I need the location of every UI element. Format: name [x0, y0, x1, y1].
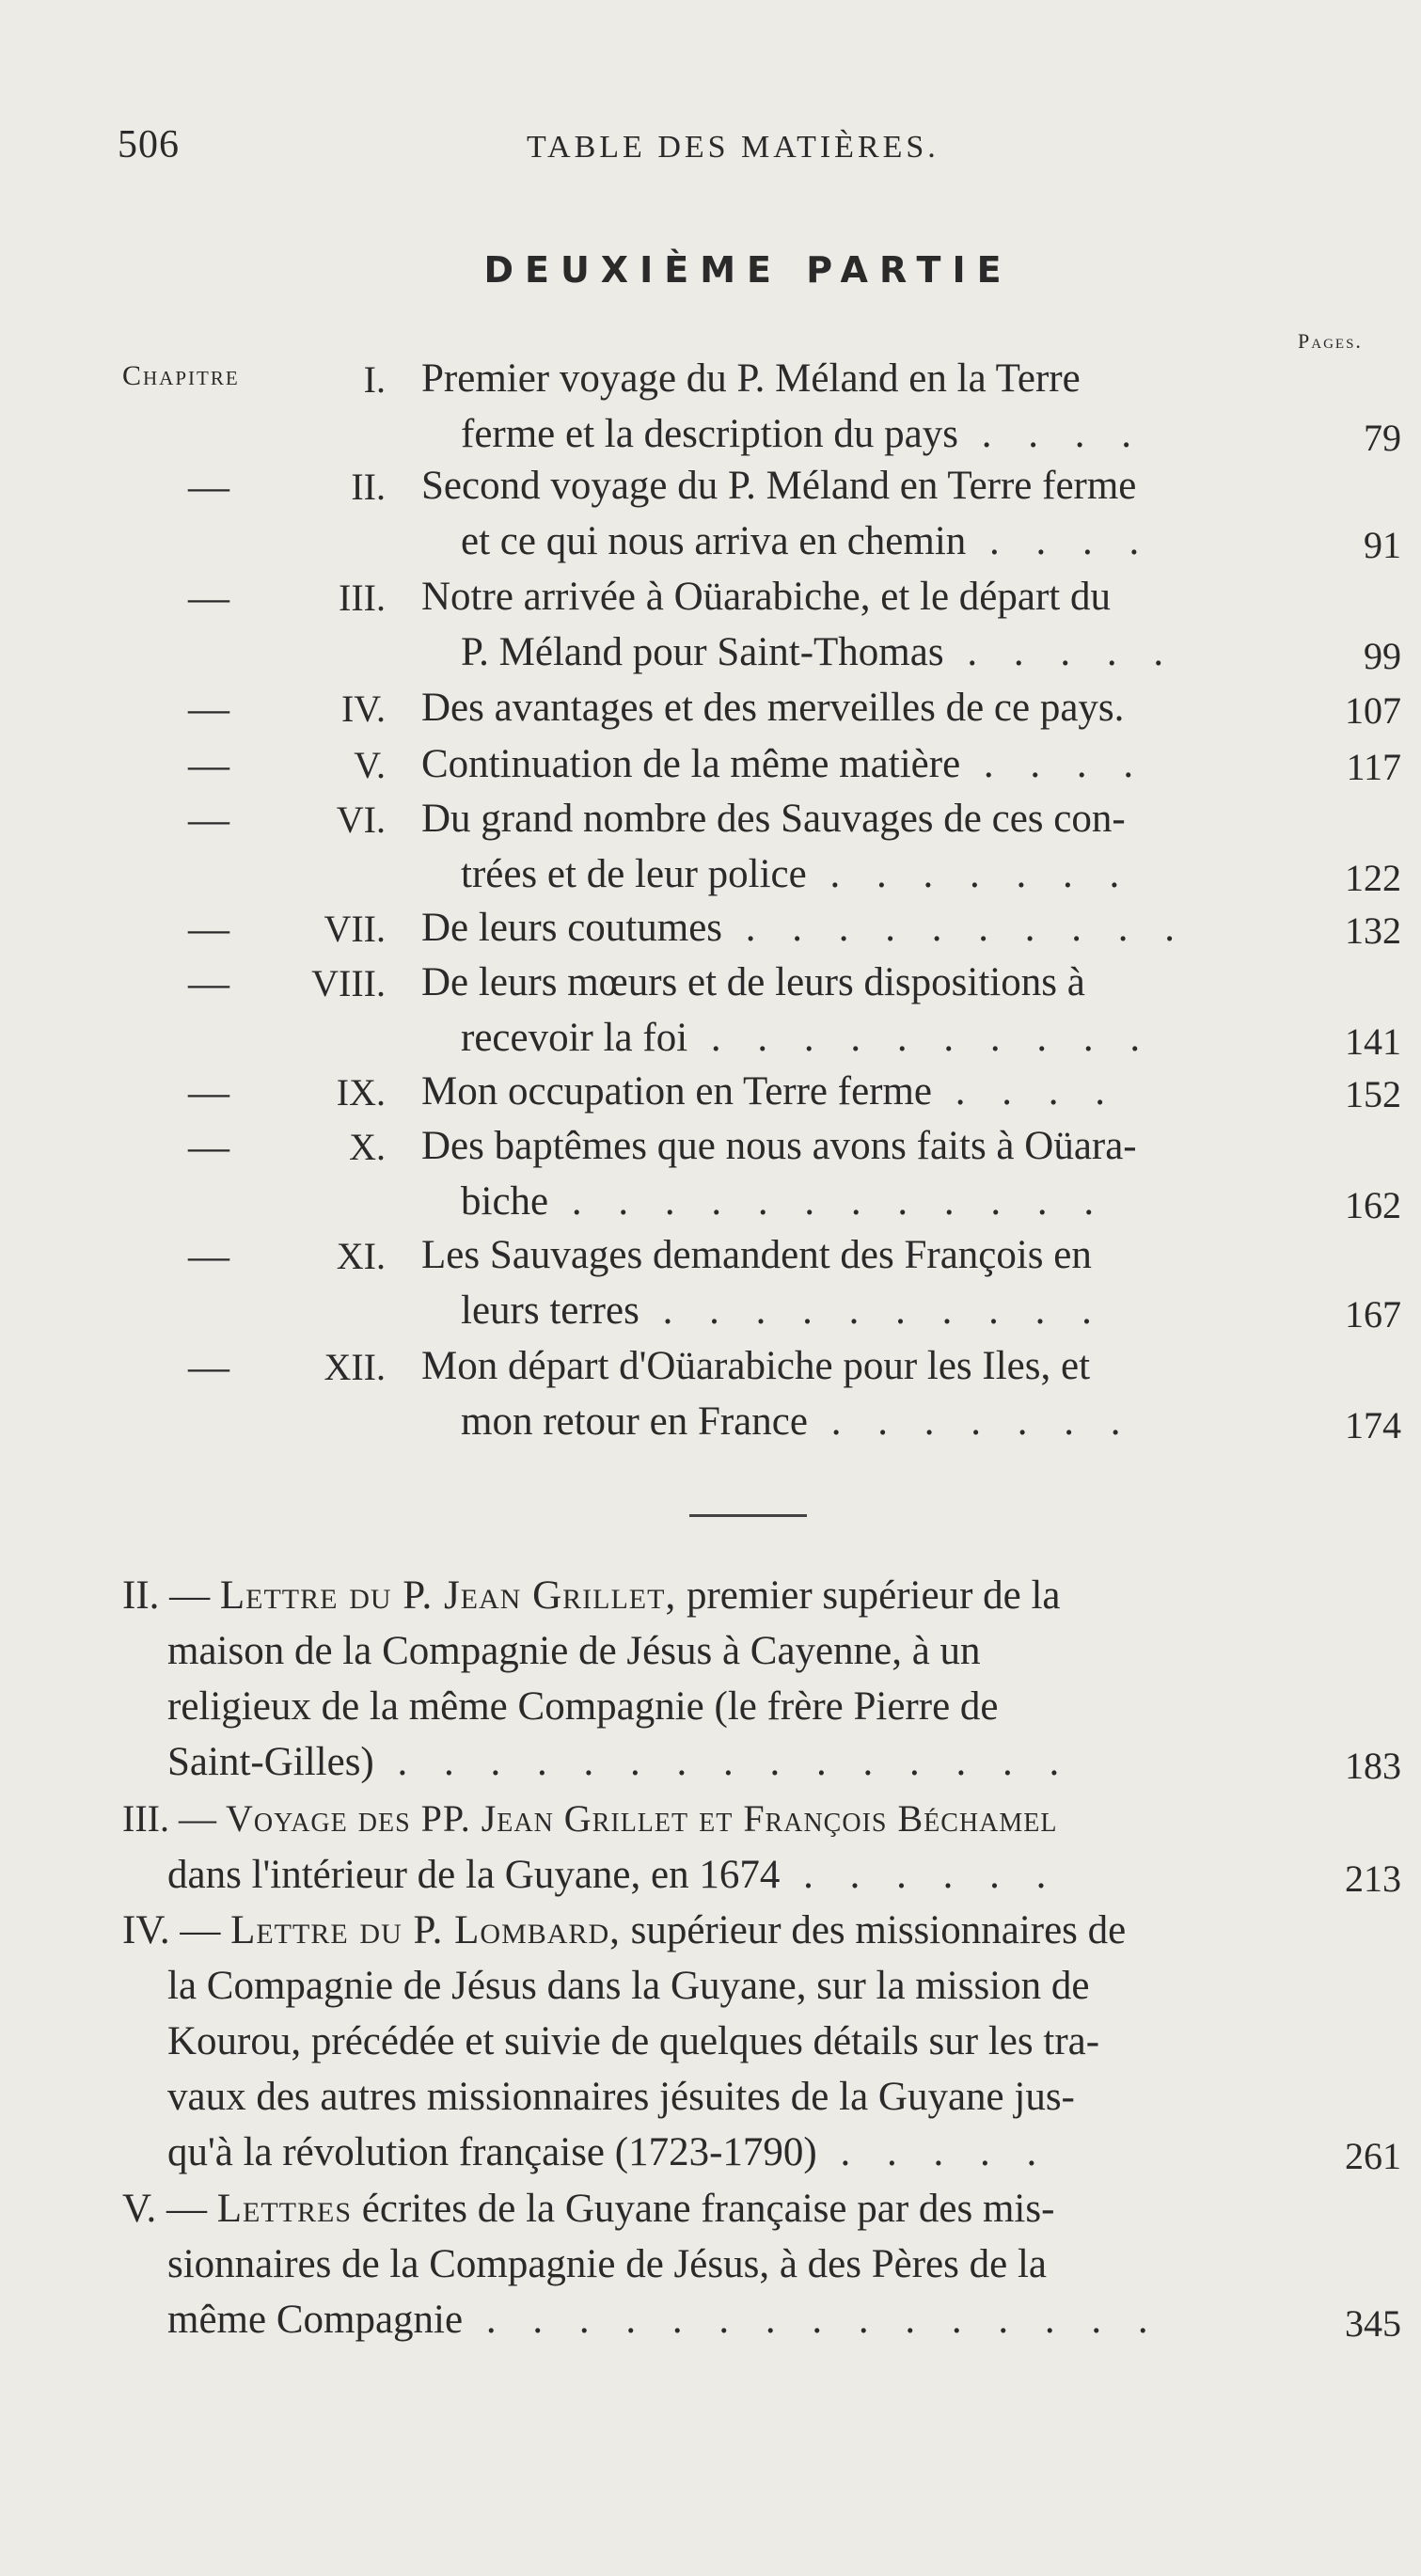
- section-divider: [689, 1514, 807, 1517]
- toc-entry-title: Du grand nombre des Sauvages de ces con-: [421, 797, 1126, 841]
- ditto-dash: —: [188, 1233, 229, 1279]
- toc-entry-page: 141: [1345, 1020, 1401, 1063]
- section-entry-title-cont: qu'à la révolution française (1723-1790) . . . . .: [167, 2130, 1050, 2174]
- section-entry-page: 183: [1345, 1745, 1401, 1787]
- page-number: 506: [118, 123, 180, 166]
- section-entry-title-cont: religieux de la même Compagnie (le frère Pierre de: [167, 1684, 999, 1729]
- toc-entry-page: 79: [1364, 417, 1401, 459]
- chapter-number: XI.: [336, 1235, 386, 1277]
- toc-entry-title: Premier voyage du P. Méland en la Terre: [421, 356, 1081, 401]
- chapter-number: I.: [363, 358, 386, 401]
- chapter-label: Chapitre: [122, 360, 240, 391]
- toc-entry-page: 107: [1345, 689, 1401, 732]
- section-entry-title-cont: la Compagnie de Jésus dans la Guyane, sur la mission de: [167, 1964, 1090, 2008]
- ditto-dash: —: [188, 1124, 229, 1170]
- section-entry-title: IV. — Lettre du P. Lombard, supérieur des missionnaires de: [122, 1908, 1127, 1952]
- toc-entry-page: 162: [1345, 1184, 1401, 1226]
- ditto-dash: —: [188, 797, 229, 843]
- section-entry-title-cont: Saint-Gilles) . . . . . . . . . . . . . . .: [167, 1740, 1073, 1784]
- ditto-dash: —: [188, 1344, 229, 1390]
- chapter-number: VII.: [324, 908, 386, 950]
- section-entry-title: III. — Voyage des PP. Jean Grillet et François Béchamel: [122, 1797, 1058, 1840]
- part-title: DEUXIÈME PARTIE: [483, 249, 1013, 291]
- pages-column-label: Pages.: [1298, 329, 1363, 353]
- toc-entry-page: 132: [1345, 909, 1401, 952]
- section-entry-title-cont: sionnaires de la Compagnie de Jésus, à des Pères de la: [167, 2242, 1047, 2286]
- toc-entry-title-cont: recevoir la foi . . . . . . . . . .: [461, 1016, 1154, 1060]
- section-entry-title-cont: dans l'intérieur de la Guyane, en 1674 . . . . . .: [167, 1853, 1060, 1897]
- chapter-number: IV.: [340, 687, 386, 730]
- toc-entry-title-cont: ferme et la description du pays . . . .: [461, 412, 1145, 456]
- toc-entry-page: 117: [1346, 746, 1401, 788]
- chapter-number: VIII.: [311, 962, 386, 1004]
- chapter-number: III.: [339, 577, 386, 619]
- section-entry-title-cont: Kourou, précédée et suivie de quelques détails sur les tra-: [167, 2019, 1100, 2063]
- ditto-dash: —: [188, 464, 229, 510]
- toc-entry-page: 152: [1345, 1073, 1401, 1115]
- chapter-number: IX.: [336, 1071, 386, 1114]
- chapter-number: X.: [349, 1126, 386, 1168]
- toc-entry-page: 122: [1345, 857, 1401, 899]
- toc-entry-title-cont: leurs terres . . . . . . . . . .: [461, 1288, 1105, 1333]
- section-entry-title: V. — Lettres écrites de la Guyane française par des mis-: [122, 2187, 1055, 2231]
- toc-entry-title: Second voyage du P. Méland en Terre ferme: [421, 464, 1137, 508]
- toc-entry-title: Mon occupation en Terre ferme . . . .: [421, 1069, 1119, 1114]
- section-entry-page: 261: [1345, 2135, 1401, 2177]
- toc-entry-page: 174: [1345, 1404, 1401, 1446]
- toc-entry-title-cont: P. Méland pour Saint-Thomas . . . . .: [461, 630, 1177, 674]
- chapter-number: XII.: [324, 1346, 386, 1388]
- toc-entry-title-cont: mon retour en France . . . . . . .: [461, 1399, 1134, 1444]
- toc-entry-page: 167: [1345, 1293, 1401, 1335]
- toc-entry-title: De leurs mœurs et de leurs dispositions à: [421, 960, 1085, 1004]
- chapter-number: II.: [351, 466, 386, 508]
- toc-entry-title-cont: biche . . . . . . . . . . . .: [461, 1179, 1108, 1224]
- section-entry-title-cont: maison de la Compagnie de Jésus à Cayenne, à un: [167, 1629, 981, 1673]
- ditto-dash: —: [188, 686, 229, 732]
- ditto-dash: —: [188, 960, 229, 1006]
- running-title: TABLE DES MATIÈRES.: [527, 130, 939, 165]
- toc-entry-title-cont: et ce qui nous arriva en chemin . . . .: [461, 519, 1153, 563]
- page-header: [0, 122, 1421, 179]
- chapter-number: V.: [354, 744, 386, 786]
- toc-entry-title: De leurs coutumes . . . . . . . . . .: [421, 906, 1189, 950]
- section-entry-title-cont: vaux des autres missionnaires jésuites de la Guyane jus-: [167, 2075, 1075, 2119]
- section-entry-page: 345: [1345, 2302, 1401, 2345]
- ditto-dash: —: [188, 1069, 229, 1115]
- section-entry-title-cont: même Compagnie . . . . . . . . . . . . . . .: [167, 2298, 1161, 2342]
- toc-entry-title: Notre arrivée à Oüarabiche, et le départ du: [421, 575, 1111, 619]
- toc-entry-title: Des baptêmes que nous avons faits à Oüara-: [421, 1124, 1137, 1168]
- toc-entry-title: Des avantages et des merveilles de ce pays.: [421, 686, 1125, 730]
- toc-entry-page: 99: [1364, 635, 1401, 677]
- toc-entry-title: Mon départ d'Oüarabiche pour les Iles, et: [421, 1344, 1091, 1388]
- toc-entry-page: 91: [1364, 524, 1401, 566]
- toc-entry-title-cont: trées et de leur police . . . . . . .: [461, 852, 1133, 896]
- toc-entry-title: Continuation de la même matière . . . .: [421, 742, 1147, 786]
- ditto-dash: —: [188, 575, 229, 621]
- ditto-dash: —: [188, 742, 229, 788]
- section-entry-title: II. — Lettre du P. Jean Grillet, premier supérieur de la: [122, 1573, 1061, 1618]
- ditto-dash: —: [188, 906, 229, 952]
- section-entry-page: 213: [1345, 1857, 1401, 1900]
- toc-entry-title: Les Sauvages demandent des François en: [421, 1233, 1092, 1277]
- chapter-number: VI.: [336, 798, 386, 841]
